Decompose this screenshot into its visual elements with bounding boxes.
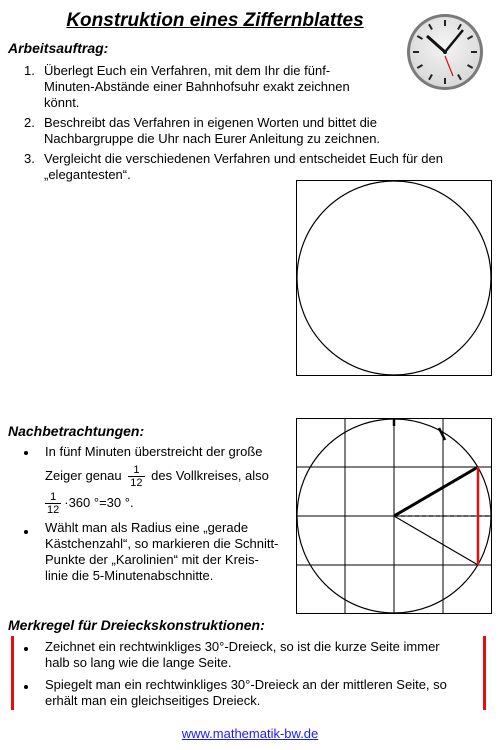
task-item: 2. Beschreibt das Verfahren in eigenen Worten und bittet die Nachbargruppe die Uhr nach Eurer Anleitung zu zeichnen. <box>24 115 381 146</box>
tick-1 <box>439 428 445 440</box>
bullet-dot <box>24 685 28 689</box>
mirror-side <box>394 516 478 565</box>
observation-1: In fünf Minuten überstreicht der große Zeiger genau $\frac{1}{12}$ des Vollkreises, also $\frac{1}{12}$ ·360 °=30 °. <box>45 444 269 516</box>
bullet-dot <box>24 647 28 651</box>
hypotenuse-30 <box>394 467 478 516</box>
footer <box>0 726 500 741</box>
fraction: $\frac{1}{12}$ <box>130 464 143 489</box>
fraction: $\frac{1}{12}$ <box>47 491 60 516</box>
bullet-dot <box>24 451 28 455</box>
accent-bar-left <box>11 636 14 710</box>
rule-2: Spiegelt man ein rechtwinkliges 30°-Dreieck an der mittleren Seite, so erhält man ein gleichseitiges Dreieck. <box>45 677 447 708</box>
footer-link[interactable]: www.mathematik-bw.de <box>181 726 319 741</box>
section-heading-merkregel: Merkregel für Dreieckskonstruktionen: <box>8 617 265 633</box>
bullet-dot <box>24 530 28 534</box>
task-item: 1. Überlegt Euch ein Verfahren, mit dem Ihr die fünf-Minuten-Abstände einer Bahnhofsuhr exakt zeichnen könnt. <box>24 63 350 110</box>
empty-construction-box <box>296 180 492 376</box>
section-heading-nachbetrachtungen: Nachbetrachtungen: <box>8 423 145 439</box>
clock-construction-diagram <box>296 418 492 614</box>
rule-1: Zeichnet ein rechtwinkliges 30°-Dreieck, so ist die kurze Seite immer halb so lang wie die lange Seite. <box>45 639 440 670</box>
task-item: 3. Vergleicht die verschiedenen Verfahren und entscheidet Euch für den „elegantesten“. <box>24 151 443 182</box>
task-list <box>24 63 484 187</box>
observation-2: Wählt man als Radius eine „gerade Kästchenzahl“, so markieren die Schnitt- Punkte der „Karolinien“ mit der Kreis- linie die 5-Minutenabschnitte. <box>45 520 279 583</box>
section-heading-arbeitsauftrag: Arbeitsauftrag: <box>8 40 109 56</box>
page-title: Konstruktion eines Ziffernblattes <box>66 10 364 31</box>
